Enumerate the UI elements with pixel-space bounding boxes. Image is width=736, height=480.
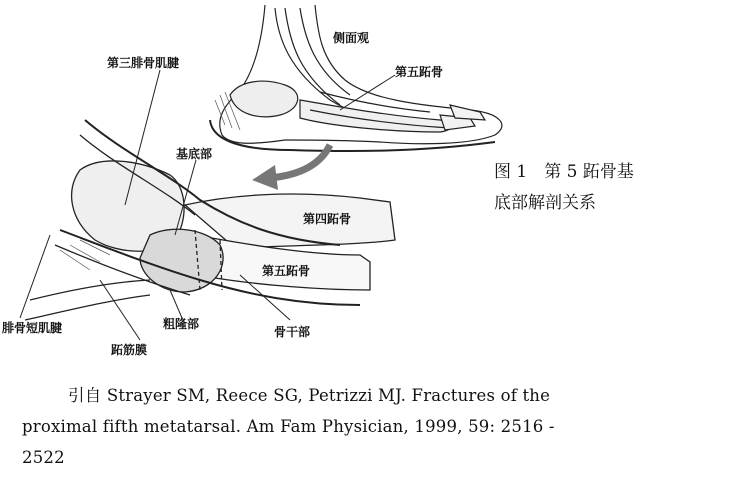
label-fifth-metatarsal: 第五跖骨: [262, 264, 311, 278]
figure-caption-line-1: 图 1 第 5 跖骨基: [494, 162, 634, 182]
label-plantar-fascia: 跖筋膜: [111, 343, 148, 357]
label-peroneus-tertius-tendon: 第三腓骨肌腱: [107, 56, 180, 70]
citation-line-3: 2522: [22, 448, 65, 467]
label-fifth-metatarsal-top: 第五跖骨: [395, 65, 444, 79]
label-fourth-metatarsal: 第四跖骨: [303, 212, 352, 226]
citation-text-1: 引自 Strayer SM, Reece SG, Petrizzi MJ. Fractures of the: [68, 386, 551, 405]
label-peroneus-brevis-tendon: 腓骨短肌腱: [2, 321, 63, 335]
lateral-foot-inset: [210, 5, 502, 151]
citation-line-1: [22, 380, 712, 411]
label-base: 基底部: [176, 147, 213, 161]
label-lateral-view: 侧面观: [333, 31, 370, 45]
label-tuberosity: 粗隆部: [163, 317, 200, 331]
label-shaft: 骨干部: [274, 325, 311, 339]
citation-line-2: proximal fifth metatarsal. Am Fam Physician, 1999, 59: 2516 -: [22, 417, 555, 436]
curved-arrow-icon: [252, 145, 330, 190]
citation: [22, 380, 712, 473]
figure-caption-line-2: 底部解剖关系: [494, 193, 596, 213]
